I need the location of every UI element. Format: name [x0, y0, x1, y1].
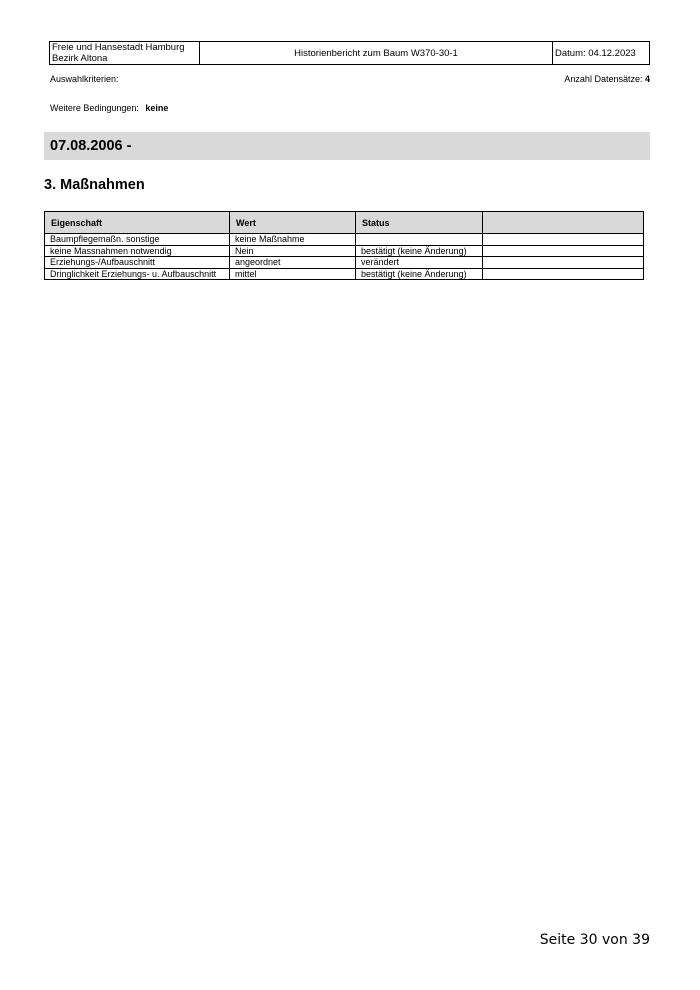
cell-wert: keine Maßnahme: [230, 234, 356, 246]
cell-extra: [483, 234, 644, 246]
record-count-value: 4: [644, 74, 650, 84]
table-row: [45, 257, 644, 269]
measures-table: [44, 211, 644, 280]
cell-status: verändert: [356, 257, 483, 269]
table-row: [45, 268, 644, 280]
report-title: Historienbericht zum Baum W370-30-1: [200, 42, 553, 65]
record-count-label: Anzahl Datensätze:: [564, 74, 643, 84]
report-header: [49, 41, 650, 65]
cell-wert: mittel: [230, 268, 356, 280]
organization-cell: [50, 42, 200, 65]
further-conditions-label: Weitere Bedingungen:: [50, 103, 139, 113]
cell-extra: [483, 257, 644, 269]
cell-eigenschaft: Erziehungs-/Aufbauschnitt: [45, 257, 230, 269]
date-heading: 07.08.2006 -: [50, 138, 132, 154]
cell-eigenschaft: keine Massnahmen notwendig: [45, 245, 230, 257]
cell-status: [356, 234, 483, 246]
table-row: [45, 245, 644, 257]
table-row: [45, 234, 644, 246]
cell-wert: angeordnet: [230, 257, 356, 269]
further-conditions: [50, 103, 168, 113]
organization-name: Freie und Hansestadt Hamburg: [52, 42, 185, 53]
cell-eigenschaft: Dringlichkeit Erziehungs- u. Aufbauschnitt: [45, 268, 230, 280]
column-header-status: Status: [356, 212, 483, 234]
cell-extra: [483, 268, 644, 280]
column-header-wert: Wert: [230, 212, 356, 234]
column-header-empty: [483, 212, 644, 234]
cell-wert: Nein: [230, 245, 356, 257]
cell-status: bestätigt (keine Änderung): [356, 245, 483, 257]
cell-eigenschaft: Baumpflegemaßn. sonstige: [45, 234, 230, 246]
section-heading: 3. Maßnahmen: [44, 177, 145, 193]
page-number: Seite 30 von 39: [539, 932, 650, 948]
further-conditions-value: keine: [145, 103, 169, 113]
cell-status: bestätigt (keine Änderung): [356, 268, 483, 280]
table-header-row: [45, 212, 644, 234]
record-count: [564, 74, 650, 84]
report-date: Datum: 04.12.2023: [553, 42, 650, 65]
column-header-eigenschaft: Eigenschaft: [45, 212, 230, 234]
cell-extra: [483, 245, 644, 257]
selection-criteria-label: Auswahlkriterien:: [50, 74, 119, 84]
district-name: Bezirk Altona: [52, 53, 108, 64]
date-section-band: [44, 132, 650, 160]
